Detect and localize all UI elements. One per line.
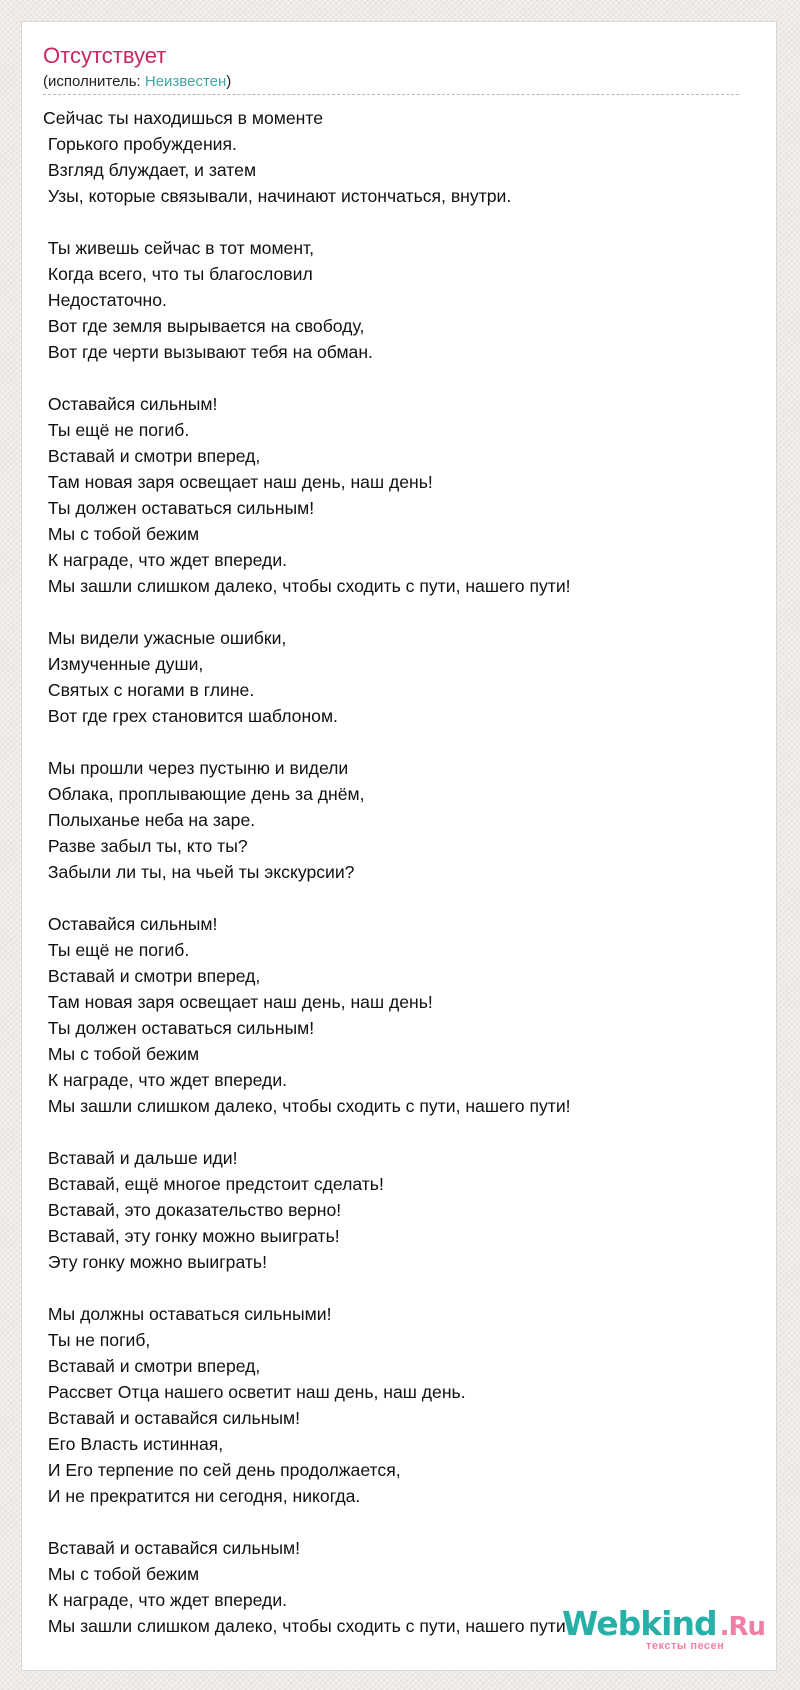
stanza-break	[43, 365, 743, 391]
logo-name: Webkind	[562, 1604, 717, 1643]
lyric-line: Вставай и оставайся сильным!	[43, 1408, 301, 1428]
lyric-line: Вставай, это доказательство верно!	[43, 1200, 342, 1220]
lyric-line: К награде, что ждет впереди.	[43, 1590, 288, 1610]
lyric-line: Вставай и дальше иди!	[43, 1148, 238, 1168]
stanza-break	[43, 729, 743, 755]
lyric-line: Мы зашли слишком далеко, чтобы сходить с пути, нашего пути!	[43, 1616, 571, 1636]
lyric-line: Там новая заря освещает наш день, наш день!	[43, 472, 433, 492]
lyric-line: Недостаточно.	[43, 290, 167, 310]
logo-tagline: тексты песен	[646, 1640, 725, 1652]
lyric-line: Ты должен оставаться сильным!	[43, 498, 315, 518]
lyric-line: Мы видели ужасные ошибки,	[43, 628, 287, 648]
title-divider	[43, 94, 739, 95]
lyric-line: Оставайся сильным!	[43, 914, 218, 934]
artist-link[interactable]: Неизвестен	[144, 73, 227, 90]
lyric-line: И Его терпение по сей день продолжается,	[43, 1460, 401, 1480]
lyric-line: Ты ещё не погиб.	[43, 420, 190, 440]
lyric-line: Там новая заря освещает наш день, наш день!	[43, 992, 433, 1012]
lyric-line: Вот где черти вызывают тебя на обман.	[43, 342, 373, 362]
lyric-line: К награде, что ждет впереди.	[43, 550, 288, 570]
lyric-line: И не прекратится ни сегодня, никогда.	[43, 1486, 361, 1506]
lyric-line: Вставай и смотри вперед,	[43, 446, 261, 466]
lyric-line: Мы с тобой бежим	[43, 524, 200, 544]
site-logo[interactable]	[562, 1604, 782, 1658]
lyrics-card	[21, 21, 777, 1671]
lyric-line: Вставай и смотри вперед,	[43, 966, 261, 986]
lyric-line: Мы зашли слишком далеко, чтобы сходить с пути, нашего пути!	[43, 576, 571, 596]
lyric-line: Мы с тобой бежим	[43, 1044, 200, 1064]
lyric-line: Полыханье неба на заре.	[43, 810, 256, 830]
lyric-line: Вставай, эту гонку можно выиграть!	[43, 1226, 340, 1246]
lyric-line: Когда всего, что ты благословил	[43, 264, 313, 284]
stanza-break	[43, 1275, 743, 1301]
lyric-line: Мы зашли слишком далеко, чтобы сходить с пути, нашего пути!	[43, 1096, 571, 1116]
stanza-break	[43, 209, 743, 235]
lyrics-text	[43, 105, 743, 1639]
stanza-break	[43, 1119, 743, 1145]
lyric-line: Забыли ли ты, на чьей ты экскурсии?	[43, 862, 355, 882]
lyric-line: Вот где грех становится шаблоном.	[43, 706, 338, 726]
lyric-line: Вставай, ещё многое предстоит сделать!	[43, 1174, 384, 1194]
artist-prefix: (исполнитель:	[43, 73, 145, 90]
logo-tld: .Ru	[719, 1612, 766, 1642]
lyric-line: Сейчас ты находишься в моменте	[43, 108, 323, 128]
artist-suffix: )	[226, 73, 232, 90]
lyric-line: Ты ещё не погиб.	[43, 940, 190, 960]
lyric-line: К награде, что ждет впереди.	[43, 1070, 288, 1090]
lyric-line: Эту гонку можно выиграть!	[43, 1252, 267, 1272]
lyric-line: Вставай и смотри вперед,	[43, 1356, 261, 1376]
lyric-line: Оставайся сильным!	[43, 394, 218, 414]
lyric-line: Вставай и оставайся сильным!	[43, 1538, 301, 1558]
artist-line	[43, 73, 231, 90]
lyric-line: Ты не погиб,	[43, 1330, 151, 1350]
lyric-line: Рассвет Отца нашего осветит наш день, наш день.	[43, 1382, 466, 1402]
lyric-line: Его Власть истинная,	[43, 1434, 224, 1454]
lyric-line: Вот где земля вырывается на свободу,	[43, 316, 365, 336]
lyric-line: Узы, которые связывали, начинают истончаться, внутри.	[43, 186, 512, 206]
lyric-line: Мы прошли через пустыню и видели	[43, 758, 349, 778]
stanza-break	[43, 885, 743, 911]
lyric-line: Мы с тобой бежим	[43, 1564, 200, 1584]
lyric-line: Взгляд блуждает, и затем	[43, 160, 257, 180]
stanza-break	[43, 599, 743, 625]
lyric-line: Святых с ногами в глине.	[43, 680, 255, 700]
lyric-line: Облака, проплывающие день за днём,	[43, 784, 365, 804]
lyric-line: Ты должен оставаться сильным!	[43, 1018, 315, 1038]
song-title: Отсутствует	[43, 43, 167, 68]
lyric-line: Мы должны оставаться сильными!	[43, 1304, 332, 1324]
stanza-break	[43, 1509, 743, 1535]
lyric-line: Ты живешь сейчас в тот момент,	[43, 238, 315, 258]
lyric-line: Измученные души,	[43, 654, 204, 674]
lyric-line: Горького пробуждения.	[43, 134, 237, 154]
lyric-line: Разве забыл ты, кто ты?	[43, 836, 248, 856]
logo-wordmark	[562, 1604, 765, 1643]
